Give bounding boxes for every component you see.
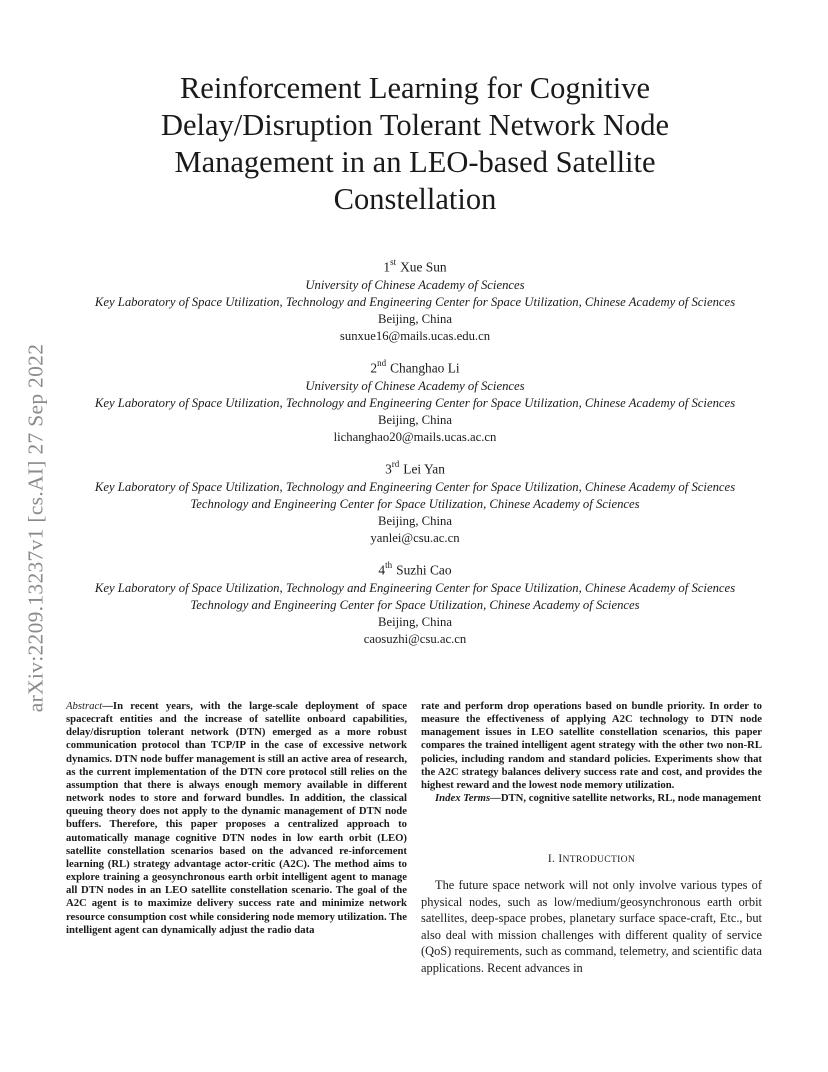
author-block-2 bbox=[40, 356, 790, 445]
index-terms-dash: — bbox=[490, 792, 501, 805]
arxiv-side-stamp: arXiv:2209.13237v1 [cs.AI] 27 Sep 2022 bbox=[23, 343, 48, 713]
author-affiliation: Technology and Engineering Center for Space Utilization, Chinese Academy of Sciences bbox=[190, 598, 640, 613]
author-affiliation: Key Laboratory of Space Utilization, Technology and Engineering Center for Space Utilization, Chinese Academy of Sciences bbox=[94, 396, 736, 411]
author-location: Beijing, China bbox=[377, 412, 452, 427]
author-name: 3rd Lei Yan bbox=[385, 459, 445, 477]
index-terms bbox=[421, 792, 762, 805]
author-block-3 bbox=[40, 457, 790, 546]
author-name: 1st Xue Sun bbox=[383, 257, 447, 275]
introduction-paragraph: The future space network will not only involve various types of physical nodes, such as low/medium/geosynchronous earth orbit satellites, deep-space probes, planetary surface space-craft, Etc., but also deal with mission challenges with different quality of service (QoS) requirements, such as command, telemetry, and scientific data applications. Recent advances in bbox=[421, 878, 762, 975]
author-block-1 bbox=[40, 255, 790, 344]
abstract-text: In recent years, with the large-scale deployment of space spacecraft entities and the increase of satellite onboard capabilities, delay/disruption tolerant network (DTN) emerged as a more robust communication protocol than TCP/IP in the case of excessive network dynamics. DTN node buffer management is still an active area of research, as the current implementation of the DTN core protocol still relies on the assumption that there is always enough memory available in different network nodes to store and forward bundles. In addition, the classical queuing theory does not apply to the dynamic management of DTN node buffers. Therefore, this paper proposes a centralized approach to automatically manage cognitive DTN nodes in low earth orbit (LEO) satellite constellation scenarios based on the advanced re-inforcement learning (RL) strategy advantage actor-critic (A2C). The method aims to explore training a geosynchronous earth orbit intelligent agent to manage all DTN nodes in an LEO satellite constellation scenario. The goal of the A2C agent is to maximize delivery success rate and minimize network resource consumption cost while considering node memory utilization. The intelligent agent can dynamically adjust the radio data bbox=[66, 700, 407, 936]
paper-title: Reinforcement Learning for Cognitive Delay/Disruption Tolerant Network Node Management in an LEO-based Satellite Constellation bbox=[160, 71, 670, 216]
author-affiliation: University of Chinese Academy of Sciences bbox=[305, 278, 525, 293]
author-location: Beijing, China bbox=[377, 311, 452, 326]
author-name: 2nd Changhao Li bbox=[370, 358, 460, 376]
author-email: lichanghao20@mails.ucas.ac.cn bbox=[333, 429, 497, 444]
author-email: caosuzhi@csu.ac.cn bbox=[363, 631, 467, 646]
abstract-left-column bbox=[66, 700, 407, 937]
author-location: Beijing, China bbox=[377, 614, 452, 629]
section-title-rest: NTRODUCTION bbox=[562, 854, 636, 865]
author-affiliation: Technology and Engineering Center for Space Utilization, Chinese Academy of Sciences bbox=[190, 497, 640, 512]
author-affiliation: Key Laboratory of Space Utilization, Technology and Engineering Center for Space Utilization, Chinese Academy of Sciences bbox=[94, 295, 736, 310]
author-affiliation: University of Chinese Academy of Sciences bbox=[305, 379, 525, 394]
index-terms-label: Index Terms bbox=[435, 792, 491, 805]
author-affiliation: Key Laboratory of Space Utilization, Technology and Engineering Center for Space Utilization, Chinese Academy of Sciences bbox=[94, 480, 736, 495]
author-block-4 bbox=[40, 558, 790, 647]
abstract-dash: — bbox=[102, 700, 113, 712]
author-email: sunxue16@mails.ucas.edu.cn bbox=[339, 328, 491, 343]
section-title-initial: I bbox=[558, 853, 563, 865]
author-affiliation: Key Laboratory of Space Utilization, Technology and Engineering Center for Space Utilization, Chinese Academy of Sciences bbox=[94, 581, 736, 596]
index-terms-text: DTN, cognitive satellite networks, RL, node management bbox=[500, 792, 762, 805]
abstract-label: Abstract bbox=[66, 700, 103, 712]
author-name: 4th Suzhi Cao bbox=[378, 560, 452, 578]
abstract-right-column bbox=[421, 700, 762, 805]
section-heading-introduction bbox=[421, 853, 762, 865]
abstract-text-continued: rate and perform drop operations based on bundle priority. In order to measure the effectiveness of applying A2C technology to DTN node management issues in LEO satellite constellation scenarios, this paper compares the trained intelligent agent strategy with the other two non-RL policies, including random and standard policies. Experiments show that the A2C strategy balances delivery success rate and cost, and provides the highest reward and the lowest node memory utilization. bbox=[421, 700, 762, 791]
author-email: yanlei@csu.ac.cn bbox=[370, 530, 460, 545]
author-location: Beijing, China bbox=[377, 513, 452, 528]
section-number: I. bbox=[547, 853, 556, 865]
